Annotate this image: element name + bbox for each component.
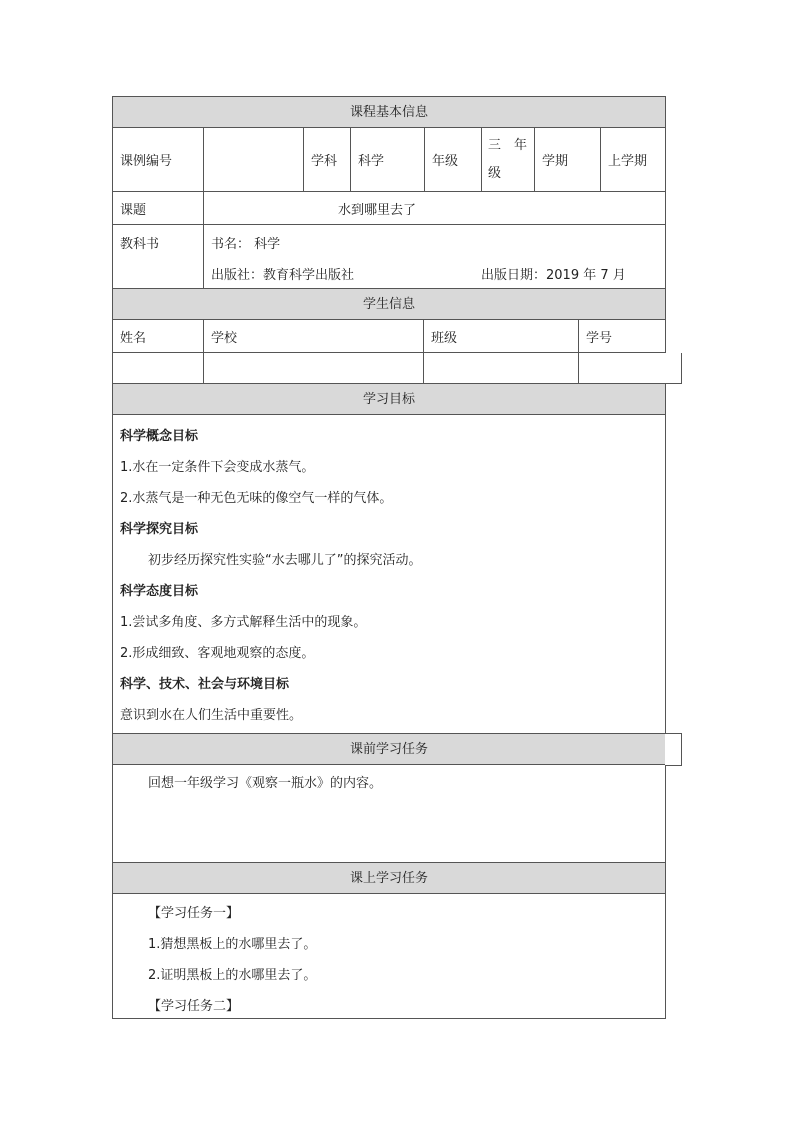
textbook-row (112, 225, 666, 289)
pre-task-text: 回想一年级学习《观察一瓶水》的内容。 (148, 776, 383, 791)
goals-header: 学习目标 (112, 384, 666, 415)
col-student-no: 学号 (579, 320, 666, 353)
pre-task-body (112, 765, 666, 863)
goal-item: 2.水蒸气是一种无色无味的像空气一样的气体。 (120, 491, 393, 506)
goal-section-title: 科学态度目标 (120, 584, 199, 599)
student-info-header: 学生信息 (112, 289, 666, 320)
table-border-extension (665, 733, 682, 766)
topic-label: 课题 (113, 192, 204, 225)
subject-label: 学科 (304, 128, 351, 192)
subject-value: 科学 (351, 128, 425, 192)
grade-value-line2: 级 (488, 166, 502, 181)
term-label: 学期 (535, 128, 601, 192)
textbook-label: 教科书 (113, 225, 204, 289)
book-name: 书名： 科学 (211, 237, 281, 252)
goals-body (112, 415, 666, 734)
student-info-values (112, 353, 682, 384)
goal-item: 意识到水在人们生活中重要性。 (120, 708, 303, 723)
goal-section-title: 科学探究目标 (120, 522, 199, 537)
goal-item: 2.形成细致、客观地观察的态度。 (120, 646, 315, 661)
task-two-title: 【学习任务二】 (148, 999, 240, 1014)
in-class-header: 课上学习任务 (112, 863, 666, 894)
student-info-columns (112, 320, 666, 353)
goal-item: 1.水在一定条件下会变成水蒸气。 (120, 460, 315, 475)
student-class-value[interactable] (424, 353, 579, 384)
basic-info-header: 课程基本信息 (112, 96, 666, 128)
student-school-value[interactable] (204, 353, 424, 384)
goal-item: 1.尝试多角度、多方式解释生活中的现象。 (120, 615, 367, 630)
task-one-title: 【学习任务一】 (148, 906, 240, 921)
case-no-value (204, 128, 304, 192)
col-school: 学校 (204, 320, 424, 353)
pre-task-header-text: 课前学习任务 (349, 742, 428, 757)
goal-section-title: 科学概念目标 (120, 429, 199, 444)
task-item: 2.证明黑板上的水哪里去了。 (148, 968, 317, 983)
col-class: 班级 (424, 320, 579, 353)
goal-item: 初步经历探究性实验“水去哪儿了”的探究活动。 (148, 553, 422, 568)
grade-value-line1: 三 年 (488, 138, 528, 153)
lesson-sheet (112, 96, 666, 1019)
term-value: 上学期 (601, 128, 666, 192)
grade-label: 年级 (425, 128, 482, 192)
student-name-value[interactable] (113, 353, 204, 384)
topic-row (112, 192, 666, 225)
grade-value (482, 128, 535, 192)
col-name: 姓名 (113, 320, 204, 353)
publisher-line (211, 264, 658, 295)
pre-task-header (112, 734, 666, 765)
case-no-label: 课例编号 (113, 128, 204, 192)
in-class-body (112, 894, 666, 1019)
student-no-value[interactable] (579, 353, 682, 384)
goal-section-title: 科学、技术、社会与环境目标 (120, 677, 290, 692)
topic-value: 水到哪里去了 (204, 192, 666, 225)
textbook-info (204, 225, 666, 289)
basic-info-row (112, 128, 666, 192)
publish-date: 出版日期：2019 年 7 月 (481, 268, 626, 283)
task-item: 1.猜想黑板上的水哪里去了。 (148, 937, 317, 952)
publisher: 出版社：教育科学出版社 (211, 268, 355, 283)
